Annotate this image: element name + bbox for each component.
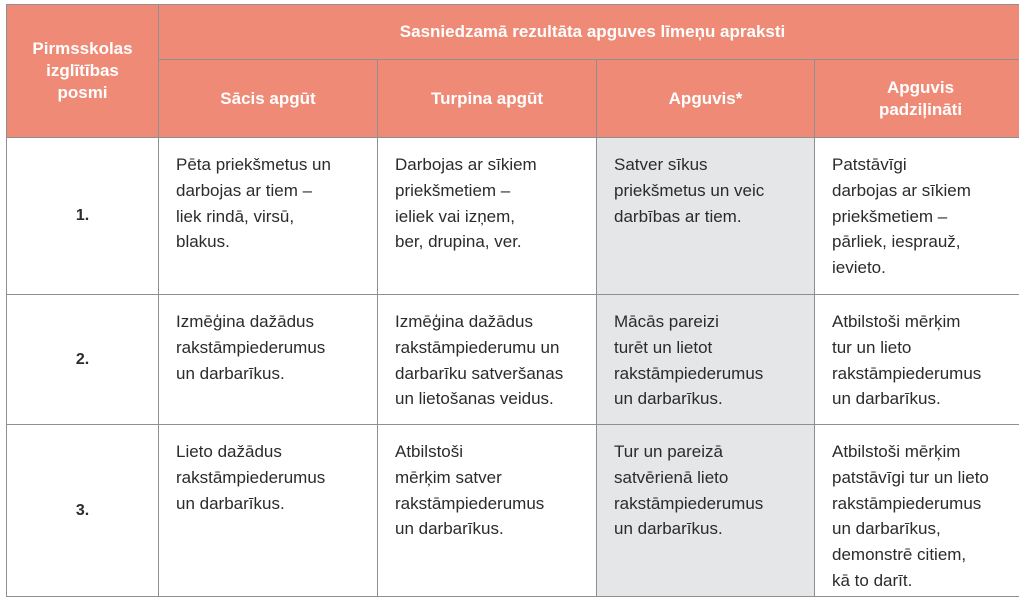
description-line: priekšmetiem – (832, 204, 1018, 230)
table-row (7, 138, 1019, 295)
description-line: mērķim satver (395, 465, 588, 491)
level-description-cell (597, 295, 815, 425)
description-line: Atbilstoši mērķim (832, 439, 1018, 465)
level-description-cell (378, 425, 597, 597)
level-description-cell (815, 295, 1019, 425)
description-line: Tur un pareizā (614, 439, 806, 465)
description-line: Darbojas ar sīkiem (395, 152, 588, 178)
description-line: un lietošanas veidus. (395, 386, 588, 412)
description-line: Lieto dažādus (176, 439, 369, 465)
level-description-cell (378, 295, 597, 425)
level-header-4 (815, 60, 1019, 138)
description-line: priekšmetiem – (395, 178, 588, 204)
description-line: priekšmetus un veic (614, 178, 806, 204)
description-line: Pēta priekšmetus un (176, 152, 369, 178)
description-line: ieliek vai izņem, (395, 204, 588, 230)
description-line: Mācās pareizi (614, 309, 806, 335)
description-line: rakstāmpiederumu un (395, 335, 588, 361)
description-line: un darbarīkus. (395, 516, 588, 542)
description-line: turēt un lietot (614, 335, 806, 361)
level-description-cell (597, 425, 815, 597)
description-line: un darbarīkus. (614, 516, 806, 542)
level-description-cell (159, 425, 378, 597)
description-line: Atbilstoši (395, 439, 588, 465)
stage-number: 2. (7, 295, 159, 425)
level-description-cell (597, 138, 815, 295)
group-header: Sasniedzamā rezultāta apguves līmeņu apraksti (159, 5, 1019, 60)
level-description-cell (815, 138, 1019, 295)
description-line: darbojas ar sīkiem (832, 178, 1018, 204)
description-line: pārliek, iesprauž, (832, 229, 1018, 255)
description-line: ievieto. (832, 255, 1018, 281)
table-row (7, 295, 1019, 425)
description-line: darbojas ar tiem – (176, 178, 369, 204)
table-row (7, 425, 1019, 597)
description-line: rakstāmpiederumus (832, 491, 1018, 517)
level-description-cell (159, 295, 378, 425)
level-header-1: Sācis apgūt (159, 60, 378, 138)
description-line: ber, drupina, ver. (395, 229, 588, 255)
description-line: un darbarīkus. (176, 361, 369, 387)
description-line: rakstāmpiederumus (176, 465, 369, 491)
description-line: rakstāmpiederumus (614, 361, 806, 387)
description-line: Satver sīkus (614, 152, 806, 178)
description-line: Izmēģina dažādus (176, 309, 369, 335)
stage-number: 1. (7, 138, 159, 295)
description-line: liek rindā, virsū, (176, 204, 369, 230)
level-header-3: Apguvis* (597, 60, 815, 138)
description-line: Izmēģina dažādus (395, 309, 588, 335)
achievement-levels-table (6, 4, 1019, 597)
description-line: un darbarīkus. (614, 386, 806, 412)
level-header-4-text: Apguvis padziļināti (879, 78, 962, 119)
description-line: rakstāmpiederumus (176, 335, 369, 361)
description-line: blakus. (176, 229, 369, 255)
description-line: rakstāmpiederumus (395, 491, 588, 517)
description-line: un darbarīkus, (832, 516, 1018, 542)
level-header-2: Turpina apgūt (378, 60, 597, 138)
level-description-cell (159, 138, 378, 295)
description-line: rakstāmpiederumus (614, 491, 806, 517)
level-description-cell (815, 425, 1019, 597)
description-line: Patstāvīgi (832, 152, 1018, 178)
description-line: tur un lieto (832, 335, 1018, 361)
description-line: Atbilstoši mērķim (832, 309, 1018, 335)
level-description-cell (378, 138, 597, 295)
corner-header-text: Pirmsskolas izglītības posmi (7, 38, 158, 104)
description-line: kā to darīt. (832, 568, 1018, 594)
description-line: patstāvīgi tur un lieto (832, 465, 1018, 491)
description-line: darbarīku satveršanas (395, 361, 588, 387)
corner-header (7, 5, 159, 138)
description-line: darbības ar tiem. (614, 204, 806, 230)
description-line: un darbarīkus. (832, 386, 1018, 412)
description-line: rakstāmpiederumus (832, 361, 1018, 387)
stage-number: 3. (7, 425, 159, 597)
description-line: un darbarīkus. (176, 491, 369, 517)
description-line: demonstrē citiem, (832, 542, 1018, 568)
description-line: satvērienā lieto (614, 465, 806, 491)
